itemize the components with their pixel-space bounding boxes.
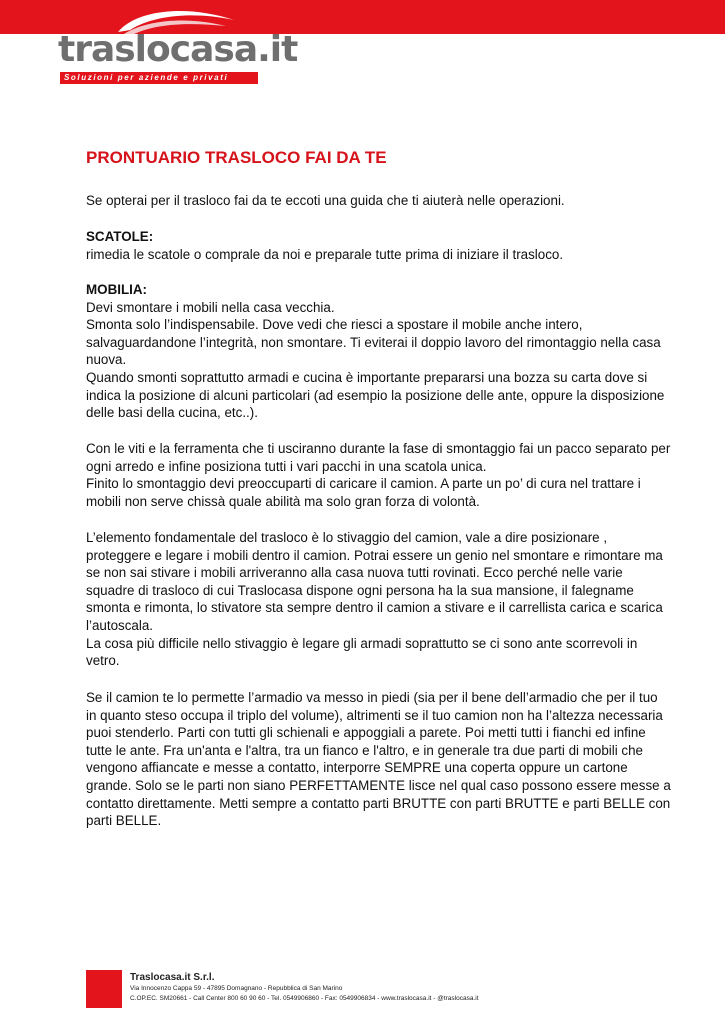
paragraph-line: Finito lo smontaggio devi preoccuparti di caricare il camion. A parte un po’ di cura nel trattare i [86,476,641,492]
paragraph-ferramenta [86,440,680,510]
paragraph-line: se non sai stivare i mobili arriveranno alla casa nuova tutti rovinati. Ecco perché nelle varie [86,565,623,581]
scatole-text: rimedia le scatole o comprale da noi e preparale tutte prima di iniziare il trasloco. [86,246,564,262]
paragraph-line: ogni arredo e infine posiziona tutti i vari pacchi in una scatola unica. [86,458,487,474]
paragraph-armadio [86,689,680,830]
paragraph-line: grande. Solo se le parti non siano PERFETTAMENTE lisce nel qual caso possono essere messe a [86,777,671,793]
paragraph-line: vetro. [86,653,120,669]
paragraph-line: parti BELLE. [86,813,162,829]
paragraph-line: puoi stenderlo. Parti con tutti gli schienali e appoggiali a parete. Poi metti tutti i fianchi ed infine [86,725,646,741]
footer-logo-square [86,970,122,1008]
paragraph-line: proteggere e legare i mobili dentro il camion. Potrai essere un genio nel smontare e rimontare ma [86,547,663,563]
mobilia-line: Quando smonti soprattutto armadi e cucina è importante prepararsi una bozza su carta dove si [86,369,648,385]
footer-company-name: Traslocasa.it S.r.l. [130,972,215,983]
document-title: PRONTUARIO TRASLOCO FAI DA TE [86,148,387,167]
footer-address: Via Innocenzo Cappa 59 - 47895 Domagnano - Repubblica di San Marino [130,985,343,992]
scatole-section [86,228,680,263]
paragraph-line: L’elemento fondamentale del trasloco è lo stivaggio del camion, vale a dire posizionare , [86,530,608,545]
paragraph-line: Se il camion te lo permette l’armadio va messo in piedi (sia per il bene dell’armadio che per il tuo [86,690,658,705]
mobilia-line: delle basi della cucina, etc..). [86,405,258,421]
mobilia-line: Devi smontare i mobili nella casa vecchia. [86,299,335,315]
paragraph-line: l’autoscala. [86,617,153,633]
paragraph-line: in quanto steso occupa il triplo del volume), altrimenti se il tuo camion non ha l’altezza necessaria [86,707,663,723]
mobilia-line: indica la posizione di alcuni particolari (ad esempio la posizione delle ante, oppure la disposizione [86,387,665,403]
brand-logo [58,6,298,86]
logo-wordmark: traslocasa.it [58,29,298,70]
paragraph-line: smonta e rimonta, lo stivatore sta sempre dentro il camion a stivare e il carrellista carica e scarica [86,600,663,616]
mobilia-section [86,281,680,422]
scatole-heading: SCATOLE: [86,229,154,244]
paragraph-line: squadre di trasloco di cui Traslocasa dispone ogni persona ha la sua mansione, il falegname [86,582,634,598]
footer-contacts: C.OP.EC. SM20661 - Call Center 800 60 90 60 - Tel. 0549906860 - Fax: 0549906834 - www.traslocasa.it - @traslocasa.it [130,995,479,1002]
mobilia-line: nuova. [86,352,127,368]
paragraph-line: tutte le ante. Fra un'anta e l'altra, tra un fianco e l'altro, e in generale tra due parti di mobili che [86,742,644,758]
paragraph-line: vengono affiancate e messe a contatto, interporre SEMPRE una coperta oppure un cartone [86,760,628,776]
paragraph-line: contatto direttamente. Metti sempre a contatto parti BRUTTE con parti BRUTTE e parti BELLE con [86,795,671,811]
mobilia-line: salvaguardandone l’integrità, non smontare. Ti eviterai il doppio lavoro del rimontaggio nella casa [86,334,661,350]
intro-paragraph: Se opterai per il trasloco fai da te eccoti una guida che ti aiuterà nelle operazioni. [86,193,565,208]
paragraph-line: mobili non serve chissà quale abilità ma solo gran forza di volontà. [86,493,480,509]
footer [130,971,479,1004]
logo-tagline: Soluzioni per aziende e privati [60,72,258,84]
paragraph-line: La cosa più difficile nello stivaggio è legare gli armadi soprattutto se ci sono ante scorrevoli in [86,635,638,651]
mobilia-heading: MOBILIA: [86,282,147,297]
mobilia-line: Smonta solo l’indispensabile. Dove vedi che riesci a spostare il mobile anche intero, [86,317,583,333]
paragraph-stivaggio [86,529,680,670]
paragraph-line: Con le viti e la ferramenta che ti usciranno durante la fase di smontaggio fai un pacco separato per [86,441,671,456]
